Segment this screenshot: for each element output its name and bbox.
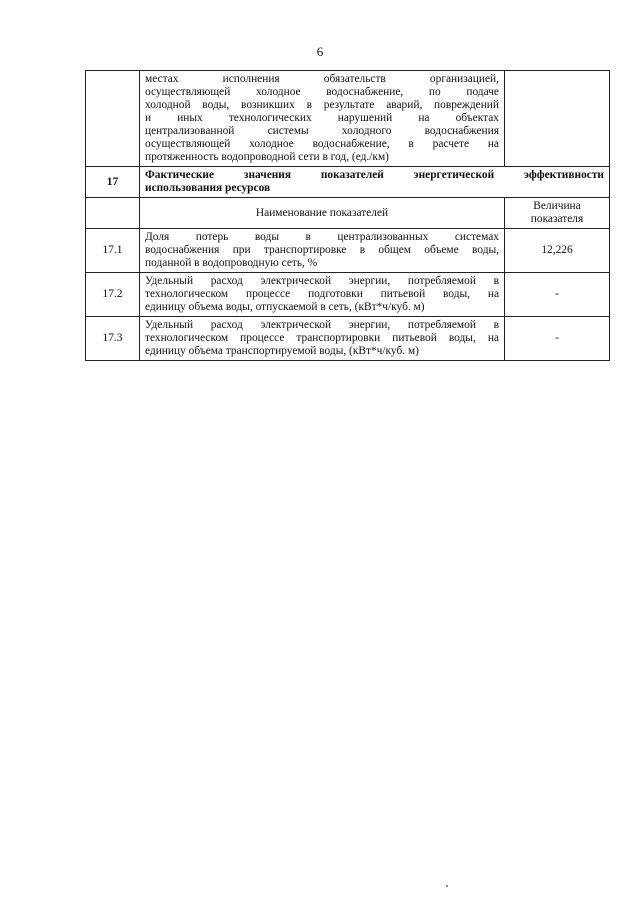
text-line: технологическом процессе подготовки питьевой воды, на	[145, 288, 499, 300]
text-line: технологическом процессе транспортировки питьевой воды, на	[145, 332, 499, 344]
text-line: холодной воды, возникших в результате аварий, повреждений	[145, 99, 499, 111]
table-row	[86, 273, 610, 317]
text-line: единицу объема транспортируемой воды, (кВт*ч/куб. м)	[145, 345, 419, 357]
text-line: Удельный расход электрической энергии, потребляемой в	[145, 319, 499, 331]
text-line: Доля потерь воды в централизованных системах	[145, 231, 499, 243]
text-line: и иных технологических нарушений на объектах	[145, 112, 499, 124]
header-row	[86, 198, 610, 229]
text-line: централизованной системы холодного водоснабжения	[145, 125, 499, 137]
section-title	[140, 167, 610, 198]
row-number: 17.1	[86, 229, 140, 273]
section-row	[86, 167, 610, 198]
text-line: Удельный расход электрической энергии, потребляемой в	[145, 275, 499, 287]
table-row	[86, 317, 610, 361]
row-number: 17.3	[86, 317, 140, 361]
row-description	[140, 317, 505, 361]
indicators-table	[85, 70, 610, 361]
text-line: поданной в водопроводную сеть, %	[145, 257, 318, 269]
continuation-number-cell	[86, 71, 140, 167]
header-value-label: Величина показателя	[505, 198, 610, 229]
section-title-line: использования ресурсов	[145, 182, 271, 194]
continuation-row	[86, 71, 610, 167]
scan-speck	[446, 885, 448, 887]
header-number-cell	[86, 198, 140, 229]
row-description	[140, 273, 505, 317]
text-line: осуществляющей холодное водоснабжение, по подаче	[145, 86, 499, 98]
header-indicator-name: Наименование показателей	[140, 198, 505, 229]
page-number: 6	[316, 44, 324, 59]
text-line: водоснабжения при транспортировке в общем объеме воды,	[145, 244, 499, 256]
section-number: 17	[86, 167, 140, 198]
row-value: -	[505, 317, 610, 361]
text-line: осуществляющей холодное водоснабжение, в расчете на	[145, 138, 499, 150]
row-value: -	[505, 273, 610, 317]
text-line: единицу объема воды, отпускаемой в сеть, (кВт*ч/куб. м)	[145, 301, 425, 313]
row-description	[140, 229, 505, 273]
table-row	[86, 229, 610, 273]
section-title-line: Фактические значения показателей энергетической эффективности	[145, 169, 604, 181]
row-number: 17.2	[86, 273, 140, 317]
text-line: протяженность водопроводной сети в год, (ед./км)	[145, 151, 389, 163]
continuation-text-cell	[140, 71, 505, 167]
row-value: 12,226	[505, 229, 610, 273]
continuation-value-cell	[505, 71, 610, 167]
text-line: местах исполнения обязательств организацией,	[145, 73, 499, 85]
